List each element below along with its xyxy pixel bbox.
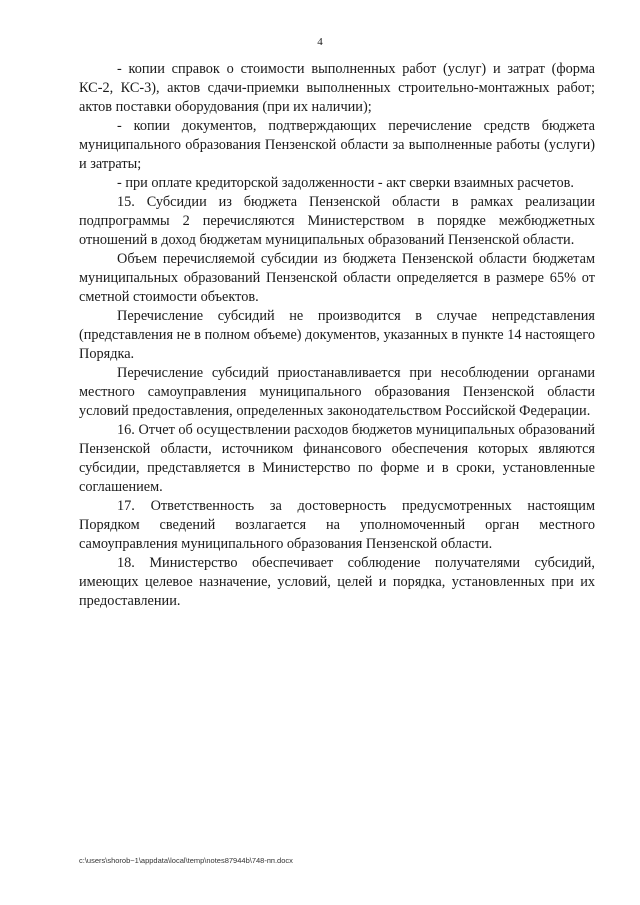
paragraph-transfer-copies: - копии документов, подтверждающих перечисление средств бюджета муниципального образования Пензенской области за выполненные работы (услуги) и затраты; — [79, 118, 595, 172]
paragraph-suspension: Перечисление субсидий приостанавливается при несоблюдении органами местного самоуправления муниципального образования Пензенской области условий предоставления, определенных законодательством Российской Федерации. — [79, 365, 595, 419]
document-body — [79, 60, 595, 611]
paragraph-15: 15. Субсидии из бюджета Пензенской области в рамках реализации подпрограммы 2 перечисляются Министерством в порядке межбюджетных отношений в доход бюджетам муниципальных образований Пензенской области. — [79, 194, 595, 248]
page-number: 4 — [317, 36, 323, 48]
footer-file-path: c:\users\shorob~1\appdata\local\temp\notes87944b\748-пп.docx — [79, 856, 293, 865]
paragraph-16: 16. Отчет об осуществлении расходов бюджетов муниципальных образований Пензенской области, источником финансового обеспечения которых являются субсидии, представляется в Министерство по форме и в сроки, установленные соглашением. — [79, 422, 595, 495]
paragraph-17: 17. Ответственность за достоверность предусмотренных настоящим Порядком сведений возлагается на уполномоченный орган местного самоуправления муниципального образования Пензенской области. — [79, 498, 595, 552]
paragraph-reconciliation-act: - при оплате кредиторской задолженности - акт сверки взаимных расчетов. — [117, 175, 574, 191]
paragraph-no-transfer: Перечисление субсидий не производится в случае непредставления (представления не в полном объеме) документов, указанных в пункте 14 настоящего Порядка. — [79, 308, 595, 362]
paragraph-subsidy-volume: Объем перечисляемой субсидии из бюджета Пензенской области бюджетам муниципальных образований Пензенской области определяется в размере 65% от сметной стоимости объектов. — [79, 251, 595, 305]
paragraph-ks-copies: - копии справок о стоимости выполненных работ (услуг) и затрат (форма КС-2, КС-3), актов сдачи-приемки выполненных строительно-монтажных работ; актов поставки оборудования (при их наличии); — [79, 61, 595, 115]
paragraph-18: 18. Министерство обеспечивает соблюдение получателями субсидий, имеющих целевое назначение, условий, целей и порядка, установленных при их предоставлении. — [79, 555, 595, 609]
